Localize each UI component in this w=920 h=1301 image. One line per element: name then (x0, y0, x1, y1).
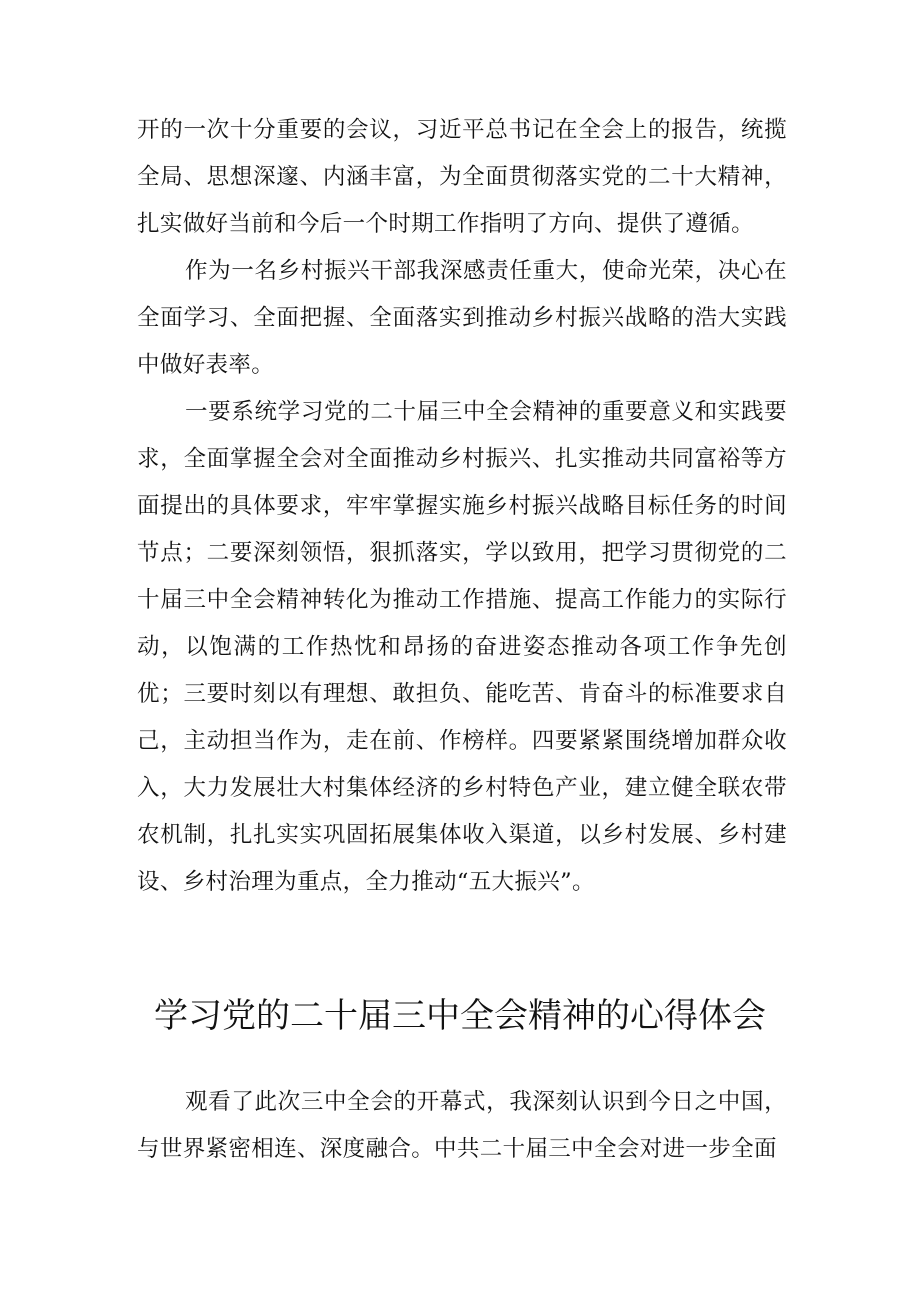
section-heading: 学习党的二十届三中全会精神的心得体会 (154, 996, 766, 1036)
paragraph-continuation: 开的一次十分重要的会议，习近平总书记在全会上的报告，统揽全局、思想深邃、内涵丰富，为全面贯彻落实党的二十大精神，扎实做好当前和今后一个时期工作指明了方向、提供了遵循。 (137, 117, 787, 237)
paragraph-requirements: 一要系统学习党的二十届三中全会精神的重要意义和实践要求，全面掌握全会对全面推动乡村振兴、扎实推动共同富裕等方面提出的具体要求，牢牢掌握实施乡村振兴战略目标任务的时间节点；二要深刻领悟，狠抓落实，学以致用，把学习贯彻党的二十届三中全会精神转化为推动工作措施、提高工作能力的实际行动，以饱满的工作热忱和昂扬的奋进姿态推动各项工作争先创优；三要时刻以有理想、敢担负、能吃苦、肯奋斗的标准要求自己，主动担当作为，走在前、作榜样。四要紧紧围绕增加群众收入，大力发展壮大村集体经济的乡村特色产业，建立健全联农带农机制，扎扎实实巩固拓展集体收入渠道，以乡村发展、乡村建设、乡村治理为重点，全力推动“五大振兴”。 (137, 399, 787, 895)
paragraph-opening: 观看了此次三中全会的开幕式，我深刻认识到今日之中国，与世界紧密相连、深度融合。中共二十届三中全会对进一步全面 (137, 1089, 787, 1162)
paragraph-resolve: 作为一名乡村振兴干部我深感责任重大，使命光荣，决心在全面学习、全面把握、全面落实到推动乡村振兴战略的浩大实践中做好表率。 (137, 258, 787, 378)
